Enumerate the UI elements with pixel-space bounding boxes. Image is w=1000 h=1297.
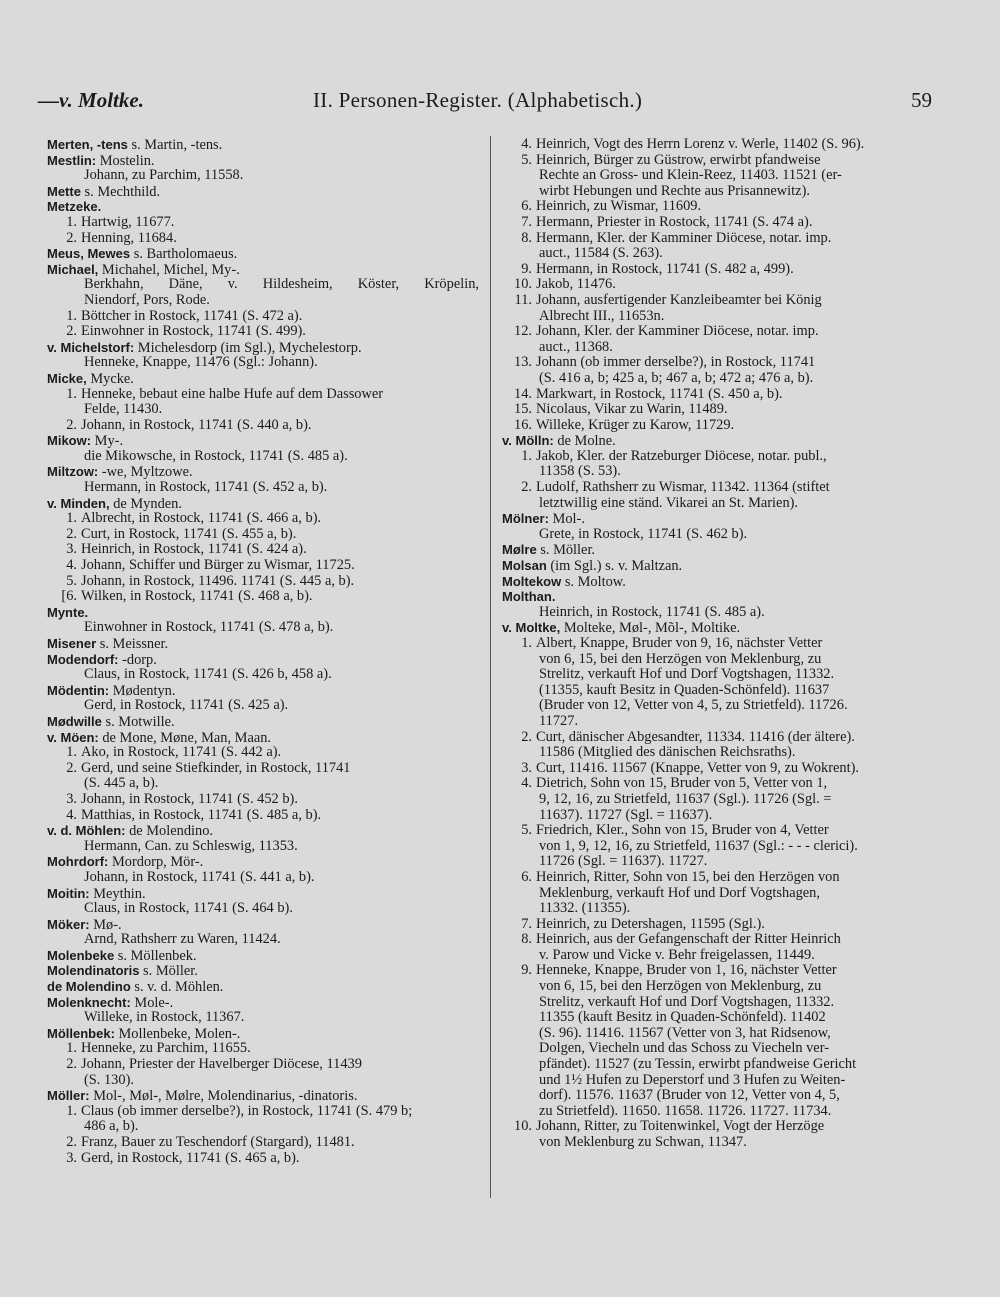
subentry-text: Heinrich, Bürger zu Güstrow, erwirbt pfandweise bbox=[536, 151, 821, 168]
subentry-number: 2. bbox=[66, 416, 77, 433]
register-entry-line bbox=[502, 511, 928, 527]
subentry-number: 3. bbox=[521, 759, 532, 776]
entry-headword: de Molendino bbox=[47, 979, 131, 995]
subentry-number: 1. bbox=[66, 213, 77, 230]
right-column bbox=[502, 137, 928, 1151]
continuation-line: Claus, in Rostock, 11741 (S. 426 b, 458 a). bbox=[84, 666, 332, 683]
subentry-text: Curt, dänischer Abgesandter, 11334. 11416 (der ältere). bbox=[536, 728, 855, 745]
subentry-text: Willeke, Krüger zu Karow, 11729. bbox=[536, 416, 735, 433]
continuation-line: (S. 445 a, b). bbox=[84, 775, 159, 792]
register-entry-line bbox=[47, 636, 479, 652]
subentry-text: Johann, Kler. der Kamminer Diöcese, notar. imp. bbox=[536, 323, 819, 340]
entry-headword: Mestlin: bbox=[47, 152, 97, 168]
subentry-text: Hermann, Priester in Rostock, 11741 (S. 474 a). bbox=[536, 213, 813, 230]
entry-headword: Michael, bbox=[47, 261, 99, 277]
entry-variants: -we, Myltzowe. bbox=[98, 464, 193, 481]
continuation-line: 11355 (kauft Besitz in Quaden-Schönfeld). 11402 bbox=[539, 1009, 826, 1026]
entry-variants: Mol-. bbox=[548, 511, 585, 528]
subentry-number: 4. bbox=[66, 806, 77, 823]
subentry-text: Henning, 11684. bbox=[81, 229, 177, 246]
subentry-text: Nicolaus, Vikar zu Warin, 11489. bbox=[536, 401, 728, 418]
entry-variants: Michelesdorp (im Sgl.), Mychelestorp. bbox=[134, 339, 362, 356]
continuation-line: wirbt Hebungen und Rechte aus Prisannewitz). bbox=[539, 182, 810, 199]
entry-headword: Mohrdorf: bbox=[47, 854, 109, 870]
continuation-line: von 6, 15, bei den Herzögen von Meklenburg, zu bbox=[539, 978, 822, 995]
subentry-number: 13. bbox=[514, 354, 532, 371]
register-entry-line bbox=[47, 137, 479, 153]
register-entry-line bbox=[47, 605, 479, 621]
register-entry-line bbox=[47, 262, 479, 278]
continuation-line: Strelitz, verkauft Hof und Dorf Vogtshagen, 11332. bbox=[539, 666, 835, 683]
numbered-subentry bbox=[502, 823, 928, 839]
subentry-number: 10. bbox=[514, 1118, 532, 1135]
numbered-subentry bbox=[47, 309, 479, 325]
subentry-text: Böttcher in Rostock, 11741 (S. 472 a). bbox=[81, 307, 303, 324]
subentry-number: 15. bbox=[514, 401, 532, 418]
entry-variants: -dorp. bbox=[118, 651, 157, 668]
register-entry-line bbox=[47, 886, 479, 902]
subentry-number: 6. bbox=[521, 198, 532, 215]
numbered-subentry bbox=[47, 387, 479, 403]
register-entry-line bbox=[47, 979, 479, 995]
subentry-text: Johann, ausfertigender Kanzleibeamter bei König bbox=[536, 291, 822, 308]
continuation-line: pfändet). 11527 (zu Tessin, erwirbt pfandweise Gericht bbox=[539, 1056, 857, 1073]
subentry-number: 11. bbox=[514, 291, 532, 308]
continuation-line: Hermann, Can. zu Schleswig, 11353. bbox=[84, 837, 298, 854]
register-entry-line bbox=[47, 1026, 479, 1042]
register-entry-line bbox=[47, 184, 479, 200]
numbered-subentry bbox=[502, 402, 928, 418]
entry-headword: Möker: bbox=[47, 916, 90, 932]
subentry-text: Johann, in Rostock, 11741 (S. 440 a, b). bbox=[81, 416, 312, 433]
register-entry-line bbox=[47, 683, 479, 699]
entry-headword: Mölner: bbox=[502, 511, 549, 527]
continuation-line: von Meklenburg zu Schwan, 11347. bbox=[539, 1134, 747, 1150]
entry-variants: (im Sgl.) s. v. Maltzan. bbox=[546, 558, 683, 575]
entry-headword: Molenknecht: bbox=[47, 994, 131, 1010]
entry-headword: Misener bbox=[47, 636, 97, 651]
entry-variants: Mordorp, Mör-. bbox=[108, 854, 204, 871]
entry-variants: s. Möller. bbox=[536, 542, 596, 559]
entry-variants: s. Moltow. bbox=[561, 573, 626, 590]
subentry-number: [6. bbox=[61, 588, 77, 605]
subentry-number: 1. bbox=[66, 385, 77, 402]
subentry-text: Einwohner in Rostock, 11741 (S. 499). bbox=[81, 323, 306, 340]
continuation-line: Heinrich, in Rostock, 11741 (S. 485 a). bbox=[539, 603, 765, 620]
subentry-text: Ako, in Rostock, 11741 (S. 442 a). bbox=[81, 744, 282, 761]
subentry-number: 2. bbox=[521, 479, 532, 496]
register-entry-line bbox=[47, 995, 479, 1011]
subentry-text: Heinrich, in Rostock, 11741 (S. 424 a). bbox=[81, 541, 307, 558]
subentry-text: Gerd, in Rostock, 11741 (S. 465 a, b). bbox=[81, 1149, 300, 1166]
subentry-number: 3. bbox=[66, 1149, 77, 1166]
numbered-subentry bbox=[47, 1041, 479, 1057]
subentry-text: Franz, Bauer zu Teschendorf (Stargard), 11481. bbox=[81, 1134, 355, 1150]
subentry-number: 2. bbox=[521, 728, 532, 745]
subentry-text: Heinrich, zu Wismar, 11609. bbox=[536, 198, 702, 215]
entry-variants: de Mone, Møne, Man, Maan. bbox=[98, 729, 272, 746]
entry-variants: de Molendino. bbox=[125, 823, 214, 840]
subentry-text: Jakob, 11476. bbox=[536, 276, 616, 293]
continuation-line: v. Parow und Vicke v. Behr freigelassen, 11449. bbox=[539, 946, 815, 963]
subentry-number: 9. bbox=[521, 962, 532, 979]
numbered-subentry bbox=[502, 387, 928, 403]
numbered-subentry bbox=[47, 574, 479, 590]
entry-headword: Mödentin: bbox=[47, 682, 110, 698]
entry-variants: Michahel, Michel, My-. bbox=[98, 261, 240, 278]
entry-variants: de Mynden. bbox=[109, 495, 182, 512]
numbered-subentry bbox=[502, 963, 928, 979]
numbered-subentry bbox=[47, 418, 479, 434]
entry-headword: Metzeke. bbox=[47, 199, 102, 215]
register-entry-line bbox=[47, 963, 479, 979]
numbered-subentry bbox=[502, 231, 928, 247]
continuation-line: Strelitz, verkauft Hof und Dorf Vogtshagen, 11332. bbox=[539, 993, 835, 1010]
subentry-number: 5. bbox=[66, 572, 77, 589]
continuation-line: letztwillig eine ständ. Vikarei an St. Marien). bbox=[539, 494, 799, 511]
entry-headword: Molendinatoris bbox=[47, 963, 140, 979]
entry-variants: s. v. d. Möhlen. bbox=[130, 979, 224, 996]
entry-headword: v. Möen: bbox=[47, 729, 99, 745]
continuation-line: Arnd, Rathsherr zu Waren, 11424. bbox=[84, 931, 281, 948]
numbered-subentry bbox=[502, 870, 928, 886]
entry-headword: Moltekow bbox=[502, 573, 562, 589]
entry-headword: Meus, Mewes bbox=[47, 246, 131, 262]
subentry-text: Johann, in Rostock, 11496. 11741 (S. 445 a, b). bbox=[81, 572, 355, 589]
subentry-number: 9. bbox=[521, 260, 532, 277]
running-head-left: —v. Moltke. bbox=[38, 88, 144, 112]
subentry-number: 1. bbox=[521, 635, 532, 651]
entry-variants: Mødentyn. bbox=[109, 682, 176, 699]
numbered-subentry bbox=[502, 324, 928, 340]
subentry-text: Claus (ob immer derselbe?), in Rostock, 11741 (S. 479 b; bbox=[81, 1102, 413, 1119]
numbered-subentry bbox=[47, 761, 479, 777]
numbered-subentry bbox=[47, 558, 479, 574]
subentry-number: 16. bbox=[514, 416, 532, 433]
entry-headword: Moitin: bbox=[47, 885, 90, 901]
subentry-number: 2. bbox=[66, 1056, 77, 1073]
entry-variants: Mø-. bbox=[89, 916, 122, 933]
subentry-text: Friedrich, Kler., Sohn von 15, Bruder von 4, Vetter bbox=[536, 822, 829, 839]
register-entry-line bbox=[47, 1088, 479, 1104]
subentry-number: 2. bbox=[66, 323, 77, 340]
numbered-subentry bbox=[47, 1151, 479, 1167]
subentry-number: 1. bbox=[66, 1040, 77, 1057]
register-entry-line bbox=[47, 948, 479, 964]
entry-variants: Mostelin. bbox=[96, 152, 155, 169]
subentry-number: 7. bbox=[521, 213, 532, 230]
continuation-line: 9, 12, 16, zu Strietfeld, 11637 (Sgl.). 11726 (Sgl. = bbox=[539, 790, 832, 807]
numbered-subentry bbox=[502, 153, 928, 169]
subentry-number: 1. bbox=[66, 1102, 77, 1119]
entry-variants: de Molne. bbox=[553, 433, 616, 450]
entry-headword: Mynte. bbox=[47, 604, 89, 620]
subentry-text: Albrecht, in Rostock, 11741 (S. 466 a, b). bbox=[81, 510, 322, 527]
entry-variants: s. Martin, -tens. bbox=[127, 137, 223, 153]
numbered-subentry bbox=[502, 917, 928, 933]
entry-headword: Molsan bbox=[502, 558, 547, 574]
subentry-text: Johann, Priester der Havelberger Diöcese, 11439 bbox=[81, 1056, 362, 1073]
subentry-number: 3. bbox=[66, 541, 77, 558]
numbered-subentry bbox=[502, 636, 928, 652]
register-entry-line bbox=[47, 371, 479, 387]
register-entry-line bbox=[47, 246, 479, 262]
subentry-text: Johann, in Rostock, 11741 (S. 452 b). bbox=[81, 790, 298, 807]
page-header bbox=[38, 88, 940, 122]
continuation-line: Henneke, Knappe, 11476 (Sgl.: Johann). bbox=[84, 354, 318, 371]
entry-headword: Möller: bbox=[47, 1088, 90, 1104]
entry-headword: Micke, bbox=[47, 370, 87, 386]
continuation-line: Grete, in Rostock, 11741 (S. 462 b). bbox=[539, 525, 748, 542]
subentry-text: Johann, Ritter, zu Toitenwinkel, Vogt der Herzöge bbox=[536, 1118, 825, 1135]
continuation-line: Gerd, in Rostock, 11741 (S. 425 a). bbox=[84, 697, 289, 714]
entry-variants: s. Motwille. bbox=[101, 713, 175, 730]
entry-headword: v. Minden, bbox=[47, 495, 110, 511]
subentry-text: Curt, 11416. 11567 (Knappe, Vetter von 9, zu Wokrent). bbox=[536, 759, 859, 776]
subentry-number: 1. bbox=[66, 510, 77, 527]
subentry-number: 2. bbox=[66, 1134, 77, 1150]
numbered-subentry bbox=[47, 511, 479, 527]
subentry-number: 4. bbox=[521, 775, 532, 792]
entry-variants: Mole-. bbox=[130, 994, 174, 1011]
numbered-subentry bbox=[47, 589, 479, 605]
continuation-line: 11586 (Mitglied des dänischen Reichsraths). bbox=[539, 744, 796, 761]
continuation-line: (S. 416 a, b; 425 a, b; 467 a, b; 472 a; 476 a, b). bbox=[539, 369, 814, 386]
numbered-subentry bbox=[47, 792, 479, 808]
register-entry-line bbox=[47, 433, 479, 449]
continuation-line: (Bruder von 12, Vetter von 4, 5, zu Strietfeld). 11726. bbox=[539, 697, 848, 714]
subentry-number: 10. bbox=[514, 276, 532, 293]
continuation-line: zu Strietfeld). 11650. 11658. 11726. 11727. 11734. bbox=[539, 1102, 832, 1119]
numbered-subentry bbox=[47, 215, 479, 231]
entry-headword: v. Mölln: bbox=[502, 433, 554, 449]
register-entry-line bbox=[47, 153, 479, 169]
continuation-line: Albrecht III., 11653n. bbox=[539, 307, 665, 324]
subentry-text: Henneke, Knappe, Bruder von 1, 16, nächster Vetter bbox=[536, 962, 837, 979]
numbered-subentry bbox=[502, 277, 928, 293]
entry-headword: Mødwille bbox=[47, 713, 102, 729]
subentry-number: 2. bbox=[66, 229, 77, 246]
numbered-subentry bbox=[502, 199, 928, 215]
register-entry-line bbox=[47, 823, 479, 839]
subentry-text: Hartwig, 11677. bbox=[81, 213, 175, 230]
subentry-number: 7. bbox=[521, 915, 532, 932]
column-divider bbox=[490, 136, 491, 1198]
subentry-text: Wilken, in Rostock, 11741 (S. 468 a, b). bbox=[81, 588, 313, 605]
subentry-number: 2. bbox=[66, 525, 77, 542]
subentry-text: Johann, Schiffer und Bürger zu Wismar, 11725. bbox=[81, 557, 355, 574]
subentry-number: 5. bbox=[521, 822, 532, 839]
entry-headword: v. Michelstorf: bbox=[47, 339, 135, 355]
entry-headword: Möllenbek: bbox=[47, 1025, 115, 1041]
entry-variants: Mycke. bbox=[86, 370, 134, 387]
subentry-number: 12. bbox=[514, 323, 532, 340]
continuation-line: (S. 130). bbox=[84, 1071, 134, 1088]
subentry-text: Johann (ob immer derselbe?), in Rostock, 11741 bbox=[536, 354, 816, 371]
subentry-number: 5. bbox=[521, 151, 532, 168]
entry-variants: Mollenbeke, Molen-. bbox=[114, 1025, 241, 1042]
numbered-subentry bbox=[502, 215, 928, 231]
continuation-line: 11332. (11355). bbox=[539, 900, 631, 917]
register-entry-line bbox=[47, 464, 479, 480]
numbered-subentry bbox=[502, 418, 928, 434]
subentry-text: Gerd, und seine Stiefkinder, in Rostock, 11741 bbox=[81, 759, 351, 776]
subentry-number: 2. bbox=[66, 759, 77, 776]
subentry-number: 1. bbox=[521, 447, 532, 464]
entry-headword: Merten, -tens bbox=[47, 137, 128, 152]
numbered-subentry bbox=[502, 449, 928, 465]
subentry-text: Henneke, zu Parchim, 11655. bbox=[81, 1040, 251, 1057]
subentry-number: 1. bbox=[66, 307, 77, 324]
entry-headword: Mølre bbox=[502, 542, 537, 558]
entry-headword: v. Moltke, bbox=[502, 620, 561, 636]
subentry-text: Albert, Knappe, Bruder von 9, 16, nächster Vetter bbox=[536, 635, 823, 651]
continuation-line: 11358 (S. 53). bbox=[539, 463, 621, 480]
numbered-subentry bbox=[47, 1135, 479, 1151]
continuation-line: (S. 96). 11416. 11567 (Vetter von 3, hat Ridsenow, bbox=[539, 1024, 831, 1041]
subentry-text: Dietrich, Sohn von 15, Bruder von 5, Vetter von 1, bbox=[536, 775, 828, 792]
continuation-line: 11726 (Sgl. = 11637). 11727. bbox=[539, 853, 708, 870]
register-entry-line bbox=[47, 199, 479, 215]
numbered-subentry bbox=[502, 137, 928, 153]
subentry-text: Heinrich, Ritter, Sohn von 15, bei den Herzögen von bbox=[536, 868, 840, 885]
register-entry-line bbox=[47, 917, 479, 933]
entry-variants: s. Möller. bbox=[139, 963, 198, 980]
entry-headword: Mikow: bbox=[47, 433, 92, 449]
subentry-text: Henneke, bebaut eine halbe Hufe auf dem Dassower bbox=[81, 385, 384, 402]
numbered-subentry bbox=[502, 480, 928, 496]
register-entry-line bbox=[502, 589, 928, 605]
continuation-line: von 1, 9, 12, 16, zu Strietfeld, 11637 (Sgl.: - - - clerici). bbox=[539, 837, 858, 854]
continuation-line: auct., 11368. bbox=[539, 338, 613, 355]
numbered-subentry bbox=[502, 262, 928, 278]
register-entry-line bbox=[47, 652, 479, 668]
numbered-subentry bbox=[502, 776, 928, 792]
subentry-text: Ludolf, Rathsherr zu Wismar, 11342. 11364 (stiftet bbox=[536, 479, 830, 496]
numbered-subentry bbox=[47, 542, 479, 558]
numbered-subentry bbox=[47, 527, 479, 543]
subentry-number: 1. bbox=[66, 744, 77, 761]
subentry-number: 14. bbox=[514, 385, 532, 402]
left-column bbox=[47, 137, 479, 1166]
entry-variants: Mol-, Møl-, Mølre, Molendinarius, -dinatoris. bbox=[89, 1088, 358, 1105]
continuation-line: Johann, zu Parchim, 11558. bbox=[84, 167, 244, 184]
continuation-line: (11355, kauft Besitz in Quaden-Schönfeld). 11637 bbox=[539, 681, 830, 698]
numbered-subentry bbox=[47, 1057, 479, 1073]
entry-headword: v. d. Möhlen: bbox=[47, 823, 126, 839]
entry-variants: s. Möllenbek. bbox=[114, 947, 197, 964]
entry-headword: Molthan. bbox=[502, 589, 556, 605]
numbered-subentry bbox=[502, 761, 928, 777]
continuation-line: von 6, 15, bei den Herzögen von Meklenburg, zu bbox=[539, 650, 822, 667]
subentry-number: 4. bbox=[66, 557, 77, 574]
continuation-line: Claus, in Rostock, 11741 (S. 464 b). bbox=[84, 900, 293, 917]
continuation-line: 486 a, b). bbox=[84, 1118, 139, 1135]
page-number: 59 bbox=[911, 88, 932, 112]
continuation-line: Niendorf, Pors, Rode. bbox=[84, 291, 210, 308]
entry-headword: Mette bbox=[47, 183, 81, 199]
subentry-number: 6. bbox=[521, 868, 532, 885]
continuation-line: Berkhahn, Däne, v. Hildesheim, Köster, Kröpelin, bbox=[84, 277, 479, 293]
numbered-subentry bbox=[47, 324, 479, 340]
subentry-number: 3. bbox=[66, 790, 77, 807]
continuation-line: 11727. bbox=[539, 712, 579, 729]
subentry-text: Heinrich, Vogt des Herrn Lorenz v. Werle, 11402 (S. 96). bbox=[536, 136, 865, 152]
continuation-line: auct., 11584 (S. 263). bbox=[539, 245, 663, 262]
subentry-text: Hermann, in Rostock, 11741 (S. 482 a, 499). bbox=[536, 260, 794, 277]
subentry-text: Markwart, in Rostock, 11741 (S. 450 a, b). bbox=[536, 385, 783, 402]
numbered-subentry bbox=[47, 231, 479, 247]
entry-variants: Molteke, Møl-, Mõl-, Moltike. bbox=[560, 620, 741, 637]
continuation-line: und 1½ Hufen zu Deperstorf und 3 Hufen zu Weiten- bbox=[539, 1071, 846, 1088]
numbered-subentry bbox=[502, 293, 928, 309]
register-entry-line bbox=[502, 542, 928, 558]
subentry-number: 8. bbox=[521, 931, 532, 948]
continuation-line: Felde, 11430. bbox=[84, 401, 163, 418]
numbered-subentry bbox=[502, 730, 928, 746]
continuation-line: Einwohner in Rostock, 11741 (S. 478 a, b). bbox=[84, 619, 334, 636]
numbered-subentry bbox=[47, 1104, 479, 1120]
numbered-subentry bbox=[502, 1119, 928, 1135]
entry-headword: Molenbeke bbox=[47, 947, 115, 963]
entry-variants: Meythin. bbox=[89, 885, 146, 902]
numbered-subentry bbox=[502, 932, 928, 948]
entry-variants: My-. bbox=[91, 433, 124, 450]
continuation-line: 11637). 11727 (Sgl. = 11637). bbox=[539, 806, 713, 823]
running-head-title: II. Personen-Register. (Alphabetisch.) bbox=[313, 88, 643, 112]
numbered-subentry bbox=[47, 808, 479, 824]
register-entry-line bbox=[47, 730, 479, 746]
subentry-text: Heinrich, zu Detershagen, 11595 (Sgl.). bbox=[536, 915, 765, 932]
register-entry-line bbox=[502, 558, 928, 574]
subentry-text: Hermann, Kler. der Kamminer Diöcese, notar. imp. bbox=[536, 229, 832, 246]
register-entry-line bbox=[47, 854, 479, 870]
subentry-text: Jakob, Kler. der Ratzeburger Diöcese, notar. publ., bbox=[536, 447, 827, 464]
subentry-text: Curt, in Rostock, 11741 (S. 455 a, b). bbox=[81, 525, 297, 542]
register-entry-line bbox=[502, 433, 928, 449]
entry-headword: Miltzow: bbox=[47, 464, 99, 480]
continuation-line: Meklenburg, verkauft Hof und Dorf Vogtshagen, bbox=[539, 884, 820, 901]
subentry-text: Matthias, in Rostock, 11741 (S. 485 a, b). bbox=[81, 806, 322, 823]
continuation-line: Johann, in Rostock, 11741 (S. 441 a, b). bbox=[84, 868, 315, 885]
subentry-text: Heinrich, aus der Gefangenschaft der Ritter Heinrich bbox=[536, 931, 841, 948]
register-entry-line bbox=[47, 714, 479, 730]
subentry-number: 8. bbox=[521, 229, 532, 246]
register-entry-line bbox=[47, 340, 479, 356]
numbered-subentry bbox=[502, 355, 928, 371]
register-entry-line bbox=[47, 496, 479, 512]
continuation-line: die Mikowsche, in Rostock, 11741 (S. 485 a). bbox=[84, 447, 348, 464]
register-entry-line bbox=[502, 620, 928, 636]
entry-variants: s. Meissner. bbox=[96, 636, 169, 652]
continuation-line: Dolgen, Viecheln und das Schoss zu Viecheln ver- bbox=[539, 1040, 829, 1057]
subentry-number: 4. bbox=[521, 136, 532, 152]
continuation-line: Hermann, in Rostock, 11741 (S. 452 a, b). bbox=[84, 479, 328, 496]
numbered-subentry bbox=[47, 745, 479, 761]
continuation-line: dorf). 11576. 11637 (Bruder von 12, Vetter von 4, 5, bbox=[539, 1087, 840, 1104]
register-entry-line bbox=[502, 574, 928, 590]
entry-variants: s. Bartholomaeus. bbox=[130, 246, 238, 263]
entry-variants: s. Mechthild. bbox=[80, 183, 161, 200]
continuation-line: Willeke, in Rostock, 11367. bbox=[84, 1009, 245, 1026]
entry-headword: Modendorf: bbox=[47, 651, 119, 667]
continuation-line: Rechte an Gross- und Klein-Reez, 11403. 11521 (er- bbox=[539, 167, 842, 184]
